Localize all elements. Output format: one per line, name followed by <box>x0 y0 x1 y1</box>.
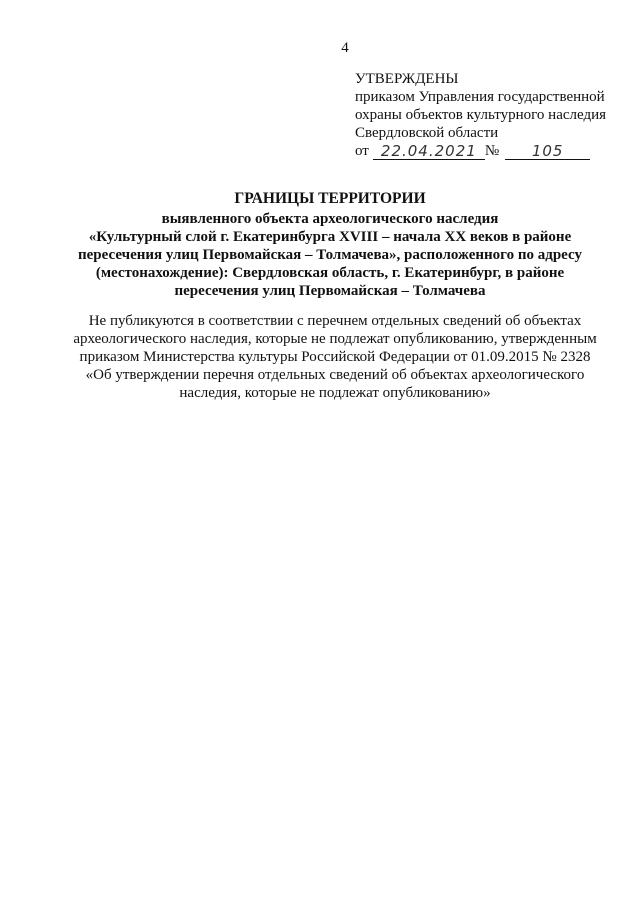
document-title <box>60 190 600 300</box>
notice-line: Не публикуются в соответствии с перечнем отдельных сведений об объектах <box>88 313 582 329</box>
title-line: (местонахождение): Свердловская область, г. Екатеринбург, в районе <box>95 265 565 281</box>
page-number: 4 <box>341 40 349 56</box>
notice-line: «Об утверждении перечня отдельных сведений об объектах археологического <box>85 367 585 383</box>
title-line: пересечения улиц Первомайская – Толмачева», расположенного по адресу <box>78 247 582 263</box>
title-line: пересечения улиц Первомайская – Толмачева <box>174 283 486 299</box>
handwritten-date: 22.04.2021 <box>373 143 485 160</box>
notice-line: наследия, которые не подлежат опубликованию» <box>179 385 491 401</box>
approval-heading: УТВЕРЖДЕНЫ <box>355 71 459 87</box>
handwritten-number: 105 <box>505 143 590 160</box>
title-main: ГРАНИЦЫ ТЕРРИТОРИИ <box>234 190 426 207</box>
publication-notice <box>65 312 605 402</box>
notice-line: археологического наследия, которые не подлежат опубликованию, утвержденным <box>73 331 597 347</box>
approval-date-line <box>355 142 625 160</box>
title-line: «Культурный слой г. Екатеринбурга XVIII – начала XX веков в районе <box>88 229 572 245</box>
title-line: выявленного объекта археологического наследия <box>161 211 499 227</box>
date-prefix: от <box>355 143 369 159</box>
approval-line: Свердловской области <box>355 125 499 141</box>
approval-line: охраны объектов культурного наследия <box>355 107 607 123</box>
number-prefix: № <box>484 143 500 159</box>
notice-line: приказом Министерства культуры Российской Федерации от 01.09.2015 № 2328 <box>79 349 591 365</box>
approval-block <box>355 70 625 160</box>
approval-line: приказом Управления государственной <box>355 89 605 105</box>
